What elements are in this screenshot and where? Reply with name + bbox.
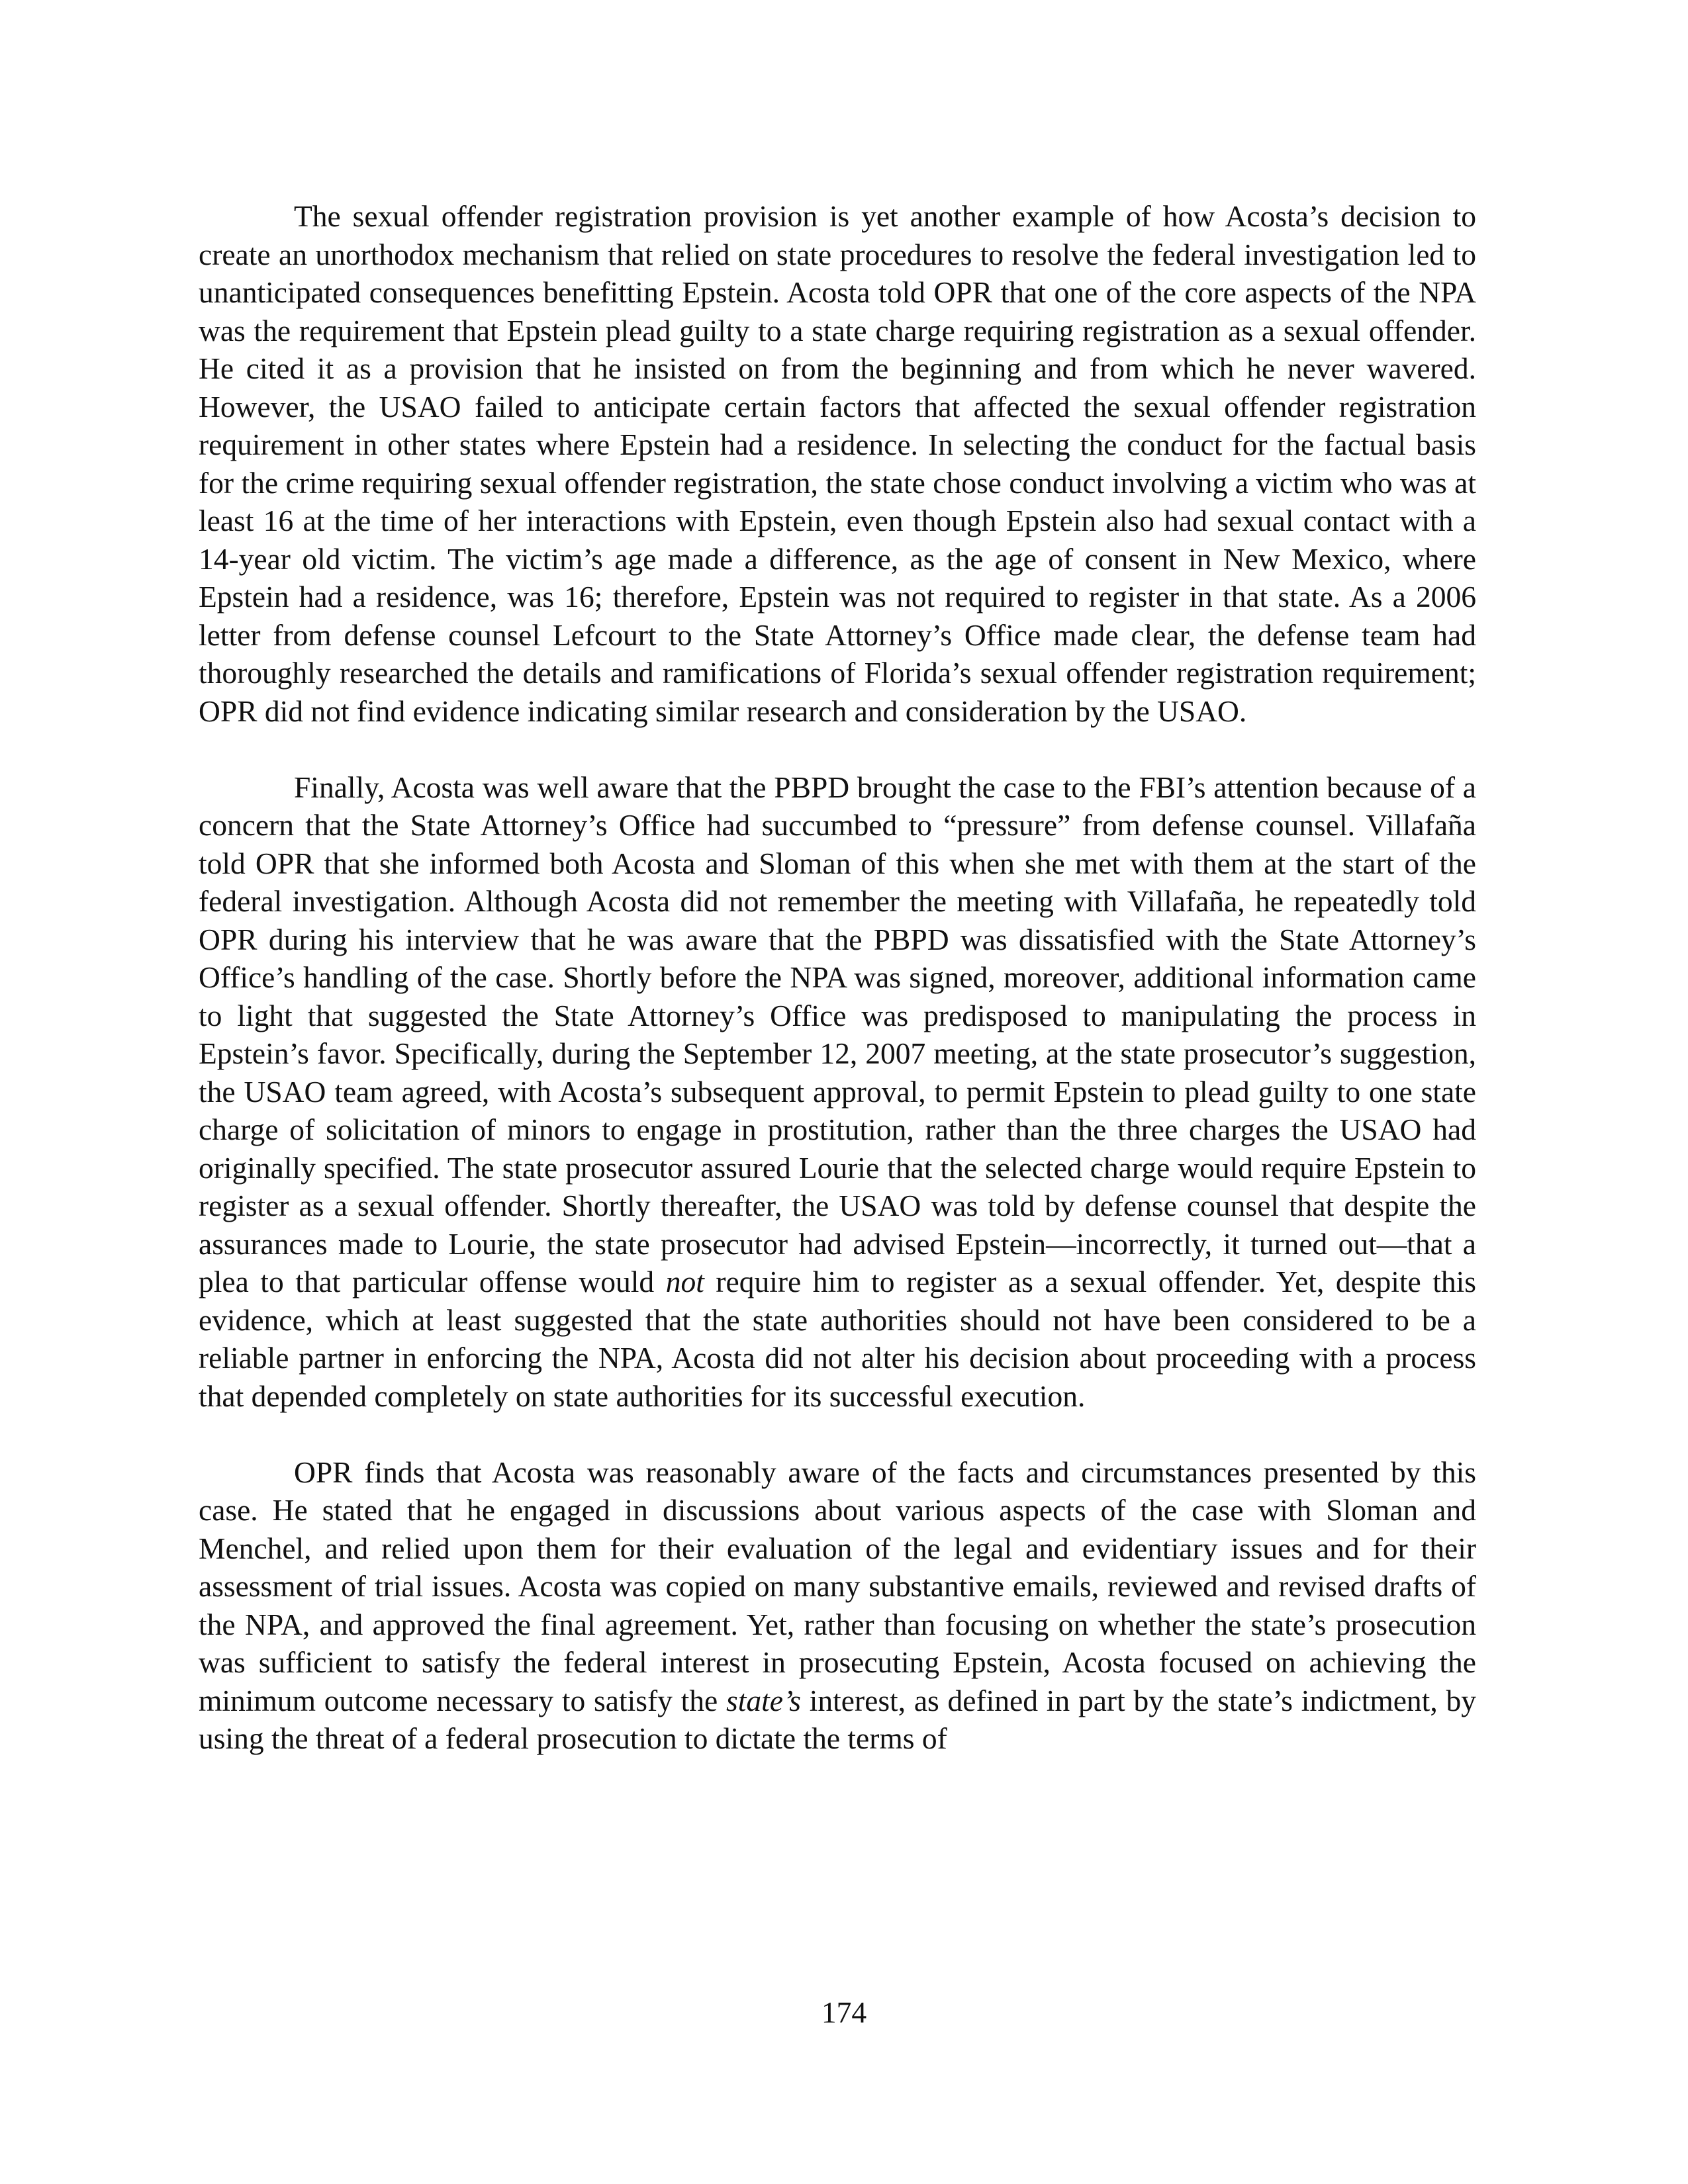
paragraph-text: OPR finds that Acosta was reasonably aware of the facts and circumstances presented by this case. He stated that he engaged in discussions about various aspects of the case with Sloman and Menchel, and relied upon them for their evaluation of the legal and evidentiary issues and for their assessment of trial issues. Acosta was copied on many substantive emails, reviewed and revised drafts of the NPA, and approved the final agreement. Yet, rather than focusing on whether the state’s prosecution was sufficient to satisfy the federal interest in prosecuting Epstein, Acosta focused on achieving the minimum outcome necessary to satisfy the [199, 1455, 1476, 1717]
page-number: 174 [821, 1995, 867, 2029]
emphasis-states: state’s [726, 1683, 801, 1717]
paragraph-text: require him to register as a sexual offender. Yet, despite this evidence, which at least suggested that the state authorities should not have been considered to be a reliable partner in enforcing the NPA, Acosta did not alter his decision about proceeding with a process that depended completely on state authorities for its successful execution. [199, 1265, 1476, 1413]
paragraph-text: Finally, Acosta was well aware that the PBPD brought the case to the FBI’s attention because of a concern that the State Attorney’s Office had succumbed to “pressure” from defense counsel. Villafaña told OPR that she informed both Acosta and Sloman of this when she met with them at the start of the federal investigation. Although Acosta did not remember the meeting with Villafaña, he repeatedly told OPR during his interview that he was aware that the PBPD was dissatisfied with the State Attorney’s Office’s handling of the case. Shortly before the NPA was signed, moreover, additional information came to light that suggested the State Attorney’s Office was predisposed to manipulating the process in Epstein’s favor. Specifically, during the September 12, 2007 meeting, at the state prosecutor’s suggestion, the USAO team agreed, with Acosta’s subsequent approval, to permit Epstein to plead guilty to one state charge of solicitation of minors to engage in prostitution, rather than the three charges the USAO had originally specified. The state prosecutor assured Lourie that the selected charge would require Epstein to register as a sexual offender. Shortly thereafter, the USAO was told by defense counsel that despite the assurances made to Lourie, the state prosecutor had advised Epstein—incorrectly, it turned out—that a plea to that particular offense would [199, 770, 1476, 1298]
paragraph-text: interest, as defined in part by the state’s indictment, by using the threat of a federal prosecution to dictate the terms of [199, 1683, 1476, 1755]
paragraph-text: The sexual offender registration provision is yet another example of how Acosta’s decision to create an unorthodox mechanism that relied on state procedures to resolve the federal investigation led to unanticipated consequences benefitting Epstein. Acosta told OPR that one of the core aspects of the NPA was the requirement that Epstein plead guilty to a state charge requiring registration as a sexual offender. He cited it as a provision that he insisted on from the beginning and from which he never wavered. However, the USAO failed to anticipate certain factors that affected the sexual offender registration requirement in other states where Epstein had a residence. In selecting the conduct for the factual basis for the crime requiring sexual offender registration, the state chose conduct involving a victim who was at least 16 at the time of her interactions with Epstein, even though Epstein also had sexual contact with a 14-year old victim. The victim’s age made a difference, as the age of consent in New Mexico, where Epstein had a residence, was 16; therefore, Epstein was not required to register in that state. As a 2006 letter from defense counsel Lefcourt to the State Attorney’s Office made clear, the defense team had thoroughly researched the details and ramifications of Florida’s sexual offender registration requirement; OPR did not find evidence indicating similar research and consideration by the USAO. [199, 199, 1476, 728]
body-text [199, 197, 1476, 1758]
paragraph-sex-offender-registration [199, 197, 1476, 730]
emphasis-not: not [665, 1265, 704, 1298]
paragraph-state-attorney-pressure [199, 768, 1476, 1416]
paragraph-opr-findings [199, 1453, 1476, 1758]
